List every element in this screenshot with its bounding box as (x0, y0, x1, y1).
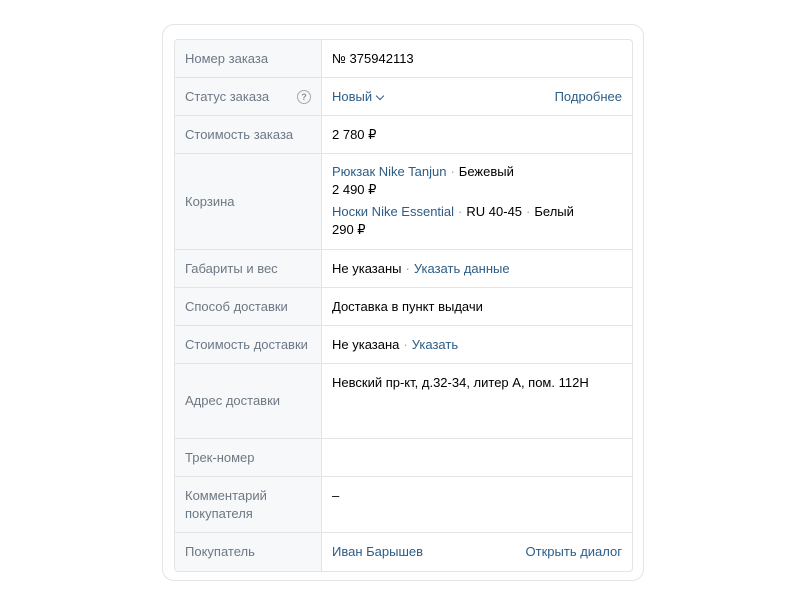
cart-item-price: 290 ₽ (332, 222, 366, 237)
separator-dot: · (526, 204, 531, 219)
order-cost-label: Стоимость заказа (175, 116, 322, 153)
order-number-label: Номер заказа (175, 40, 322, 77)
track-number-label: Трек-номер (175, 439, 322, 476)
delivery-method-value-cell (322, 288, 632, 325)
buyer-value-cell (322, 533, 632, 571)
order-number-value (322, 40, 632, 77)
row-dimensions (175, 250, 632, 288)
delivery-cost-value: Не указана (332, 336, 400, 352)
cart-item-color: Бежевый (458, 164, 514, 179)
delivery-method-value: Доставка в пункт выдачи (332, 298, 483, 314)
cart-item-size: RU 40-45 (466, 204, 523, 219)
separator-dot: · (405, 260, 410, 276)
comment-label-line: покупателя (185, 505, 253, 521)
order-card (162, 24, 644, 581)
order-status-label-cell (175, 78, 322, 115)
cart-item (332, 203, 574, 239)
address-label: Адрес доставки (175, 364, 322, 438)
comment-label-line: Комментарий (185, 487, 267, 503)
row-buyer (175, 533, 632, 571)
specify-dimensions-link[interactable]: Указать данные (413, 260, 510, 276)
cart-items (322, 154, 632, 249)
row-track-number (175, 439, 632, 477)
cart-item (332, 163, 514, 199)
address-value-cell (322, 364, 632, 438)
cart-item-price: 2 490 ₽ (332, 182, 377, 197)
order-status-value-cell (322, 78, 632, 115)
help-icon[interactable]: ? (297, 90, 311, 104)
status-dropdown[interactable] (332, 88, 383, 106)
row-delivery-method (175, 288, 632, 326)
delivery-method-label: Способ доставки (175, 288, 322, 325)
dimensions-value-cell (322, 250, 632, 287)
cart-label: Корзина (175, 154, 322, 249)
separator-dot: · (403, 336, 408, 352)
row-delivery-cost (175, 326, 632, 364)
track-number-value-cell (322, 439, 632, 476)
row-order-cost (175, 116, 632, 154)
status-dropdown-label: Новый (332, 88, 373, 104)
cart-item-name-link[interactable]: Носки Nike Essential (332, 204, 455, 219)
row-address (175, 364, 632, 439)
cart-item-name-link[interactable]: Рюкзак Nike Tanjun (332, 164, 447, 179)
buyer-name-link[interactable]: Иван Барышев (332, 544, 424, 559)
comment-value: – (332, 488, 340, 503)
delivery-cost-value-cell (322, 326, 632, 363)
chevron-down-icon (376, 91, 384, 99)
comment-value-cell (322, 477, 632, 532)
row-comment (175, 477, 632, 533)
open-dialog-link[interactable]: Открыть диалог (525, 544, 622, 559)
specify-delivery-cost-link[interactable]: Указать (411, 336, 459, 352)
dimensions-value: Не указаны (332, 260, 402, 276)
separator-dot: · (450, 164, 455, 179)
order-status-label: Статус заказа (185, 88, 270, 104)
order-details-table (174, 39, 633, 572)
row-cart (175, 154, 632, 250)
delivery-cost-label: Стоимость доставки (175, 326, 322, 363)
order-cost-value-cell (322, 116, 632, 153)
buyer-label: Покупатель (175, 533, 322, 571)
row-order-number (175, 40, 632, 78)
status-details-link[interactable]: Подробнее (554, 88, 622, 104)
row-order-status (175, 78, 632, 116)
order-number: № 375942113 (332, 50, 414, 66)
address-value: Невский пр-кт, д.32-34, литер А, пом. 112Н (332, 375, 589, 390)
comment-label (175, 477, 322, 532)
cart-item-color: Белый (534, 204, 574, 219)
dimensions-label: Габариты и вес (175, 250, 322, 287)
separator-dot: · (458, 204, 463, 219)
order-cost-value: 2 780 ₽ (332, 126, 377, 142)
